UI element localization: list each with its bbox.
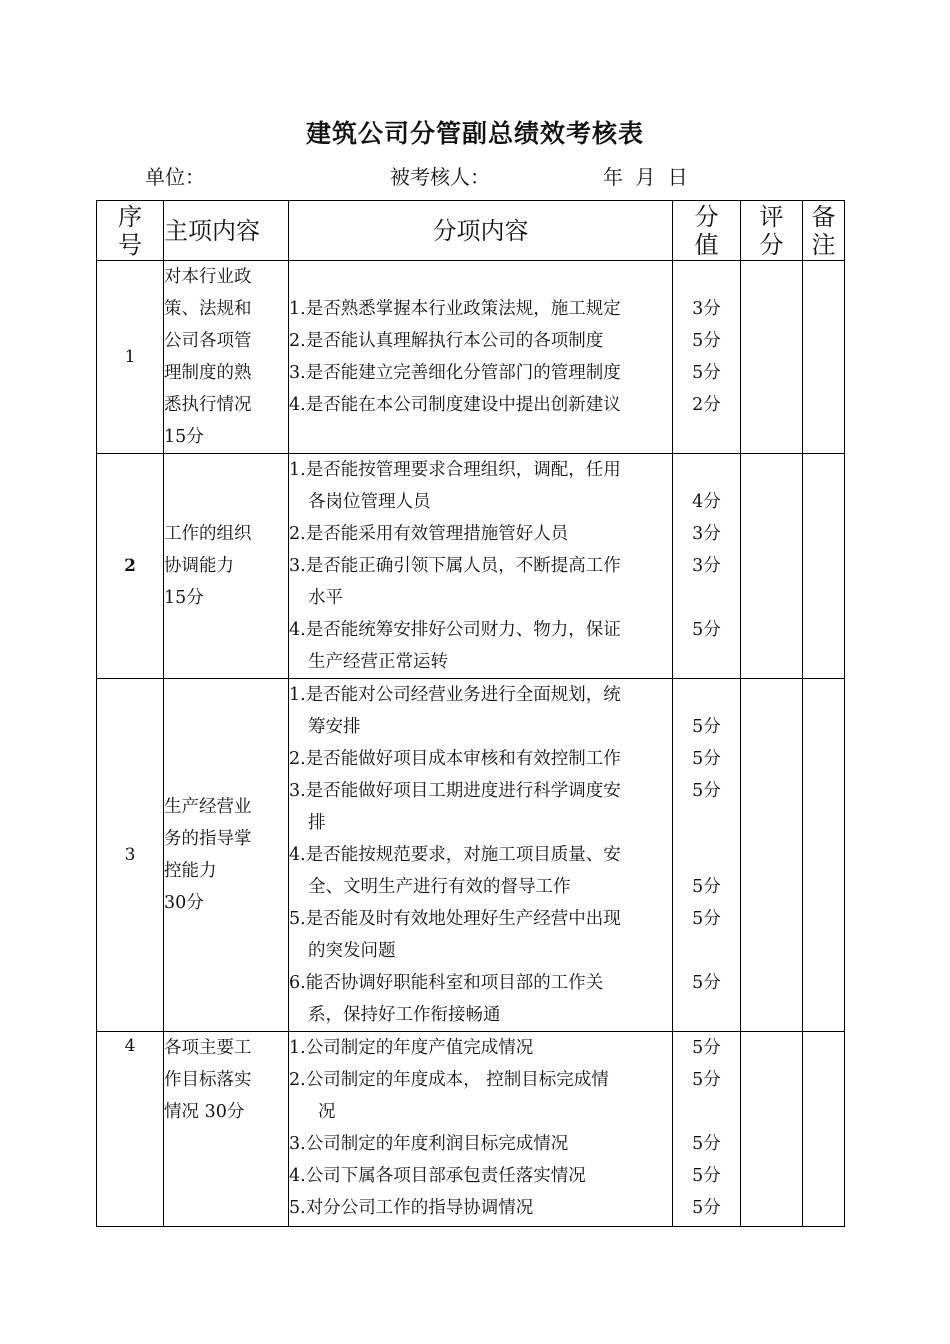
row-scores [673,454,741,679]
cell-line: 3分 [692,556,721,576]
table-row [97,679,845,1032]
cell-line: 系，保持好工作衔接畅通 [308,1005,501,1025]
assessment-table [96,200,845,1227]
cell-line: 5分 [692,1198,721,1218]
document-title: 建筑公司分管副总绩效考核表 [305,119,644,148]
cell-line: 5.是否能及时有效地处理好生产经营中出现 [289,909,621,929]
cell-line: 2分 [692,395,721,415]
table-row [97,1032,845,1227]
header-remark: 备 注 [803,201,845,261]
cell-line [673,839,740,871]
date-label: 年 月 日 [603,165,688,189]
cell-line: 5分 [692,877,721,897]
cell-line: 筹安排 [308,717,361,737]
row-seq: 3 [97,679,164,1032]
cell-line: 5分 [692,717,721,737]
cell-line: 15分 [164,427,204,447]
cell-line: 控能力 [164,861,217,881]
table-row [97,454,845,679]
cell-line: 15分 [164,588,204,608]
row-main-item [164,261,289,454]
cell-line: 生产经营业 [164,797,252,817]
row-seq: 4 [97,1032,164,1227]
row-remark-cell[interactable] [803,1032,845,1227]
cell-line: 5分 [692,620,721,640]
cell-line: 3分 [692,299,721,319]
cell-line: 各岗位管理人员 [308,492,431,512]
cell-line: 生产经营正常运转 [308,652,448,672]
row-remark-cell[interactable] [803,454,845,679]
cell-line: 1.是否熟悉掌握本行业政策法规，施工规定 [289,299,621,319]
cell-line: 3分 [692,524,721,544]
cell-line: 5分 [692,1134,721,1154]
row-scores [673,1032,741,1227]
row-main-item [164,679,289,1032]
cell-line [673,1096,740,1128]
row-main-item [164,454,289,679]
cell-line: 2.是否能采用有效管理措施管好人员 [289,524,569,544]
cell-line [673,582,740,614]
cell-line: 5分 [692,363,721,383]
cell-line [673,261,740,293]
cell-line: 3.是否能正确引领下属人员，不断提高工作 [289,556,621,576]
cell-line: 协调能力 [164,556,234,576]
cell-line [673,807,740,839]
cell-line: 理制度的熟 [164,363,252,383]
cell-line: 工作的组织 [164,524,252,544]
cell-line: 5分 [692,909,721,929]
cell-line: 6.能否协调好职能科室和项目部的工作关 [289,973,604,993]
cell-line: 各项主要工 [164,1038,252,1058]
cell-line: 3.公司制定的年度利润目标完成情况 [289,1134,569,1154]
cell-line: 5分 [692,749,721,769]
header-main-item: 主项内容 [164,201,289,261]
cell-line: 4.公司下属各项目部承包责任落实情况 [289,1166,586,1186]
row-main-item [164,1032,289,1227]
cell-line: 2.是否能认真理解执行本公司的各项制度 [289,331,604,351]
cell-line: 务的指导掌 [164,829,252,849]
cell-line: 作目标落实 [164,1070,252,1090]
row-sub-items [289,1032,673,1227]
cell-line: 30分 [164,893,204,913]
cell-line: 3.是否能做好项目工期进度进行科学调度安 [289,781,621,801]
row-sub-items [289,454,673,679]
row-seq: 1 [97,261,164,454]
cell-line: 的突发问题 [308,941,396,961]
cell-line: 5分 [692,1070,721,1090]
cell-line [673,646,740,678]
cell-line [673,999,740,1031]
cell-line [673,679,740,711]
cell-line: 公司各项管 [164,331,252,351]
row-rating-cell[interactable] [741,679,803,1032]
row-remark-cell[interactable] [803,679,845,1032]
row-rating-cell[interactable] [741,1032,803,1227]
row-sub-items [289,679,673,1032]
cell-line: 全、文明生产进行有效的督导工作 [308,877,571,897]
header-row [97,201,845,261]
assessee-label: 被考核人： [390,165,490,189]
cell-line: 5分 [692,1038,721,1058]
header-seq: 序 号 [97,201,164,261]
row-rating-cell[interactable] [741,454,803,679]
cell-line: 4.是否能按规范要求，对施工项目质量、安 [289,845,621,865]
cell-line: 5分 [692,1166,721,1186]
header-sub-item: 分项内容 [289,201,673,261]
cell-line: 对本行业政 [164,267,252,287]
cell-line [289,261,672,293]
cell-line: 5分 [692,973,721,993]
cell-line: 策、法规和 [164,299,252,319]
cell-line: 2.是否能做好项目成本审核和有效控制工作 [289,749,621,769]
cell-line: 4.是否能在本公司制度建设中提出创新建议 [289,395,621,415]
cell-line: 1.是否能对公司经营业务进行全面规划，统 [289,685,621,705]
row-rating-cell[interactable] [741,261,803,454]
unit-label: 单位： [145,165,205,189]
cell-line: 4.是否能统筹安排好公司财力、物力，保证 [289,620,621,640]
cell-line: 悉执行情况 [164,395,252,415]
cell-line: 1.公司制定的年度产值完成情况 [289,1038,534,1058]
cell-line: 排 [308,813,326,833]
cell-line: 2.公司制定的年度成本， 控制目标完成情 [289,1070,609,1090]
cell-line: 1.是否能按管理要求合理组织，调配，任用 [289,460,621,480]
cell-line: 5分 [692,781,721,801]
cell-line: 况 [318,1102,336,1122]
cell-line: 4分 [692,492,721,512]
cell-line: 3.是否能建立完善细化分管部门的管理制度 [289,363,621,383]
row-scores [673,261,741,454]
row-remark-cell[interactable] [803,261,845,454]
header-score: 分 值 [673,201,741,261]
table-row [97,261,845,454]
cell-line: 水平 [308,588,343,608]
cell-line: 5分 [692,331,721,351]
cell-line: 5.对分公司工作的指导协调情况 [289,1198,534,1218]
row-seq: 2 [97,454,164,679]
cell-line [673,454,740,486]
cell-line [673,935,740,967]
row-scores [673,679,741,1032]
row-sub-items [289,261,673,454]
header-rating: 评 分 [741,201,803,261]
cell-line: 情况 30分 [164,1102,245,1122]
